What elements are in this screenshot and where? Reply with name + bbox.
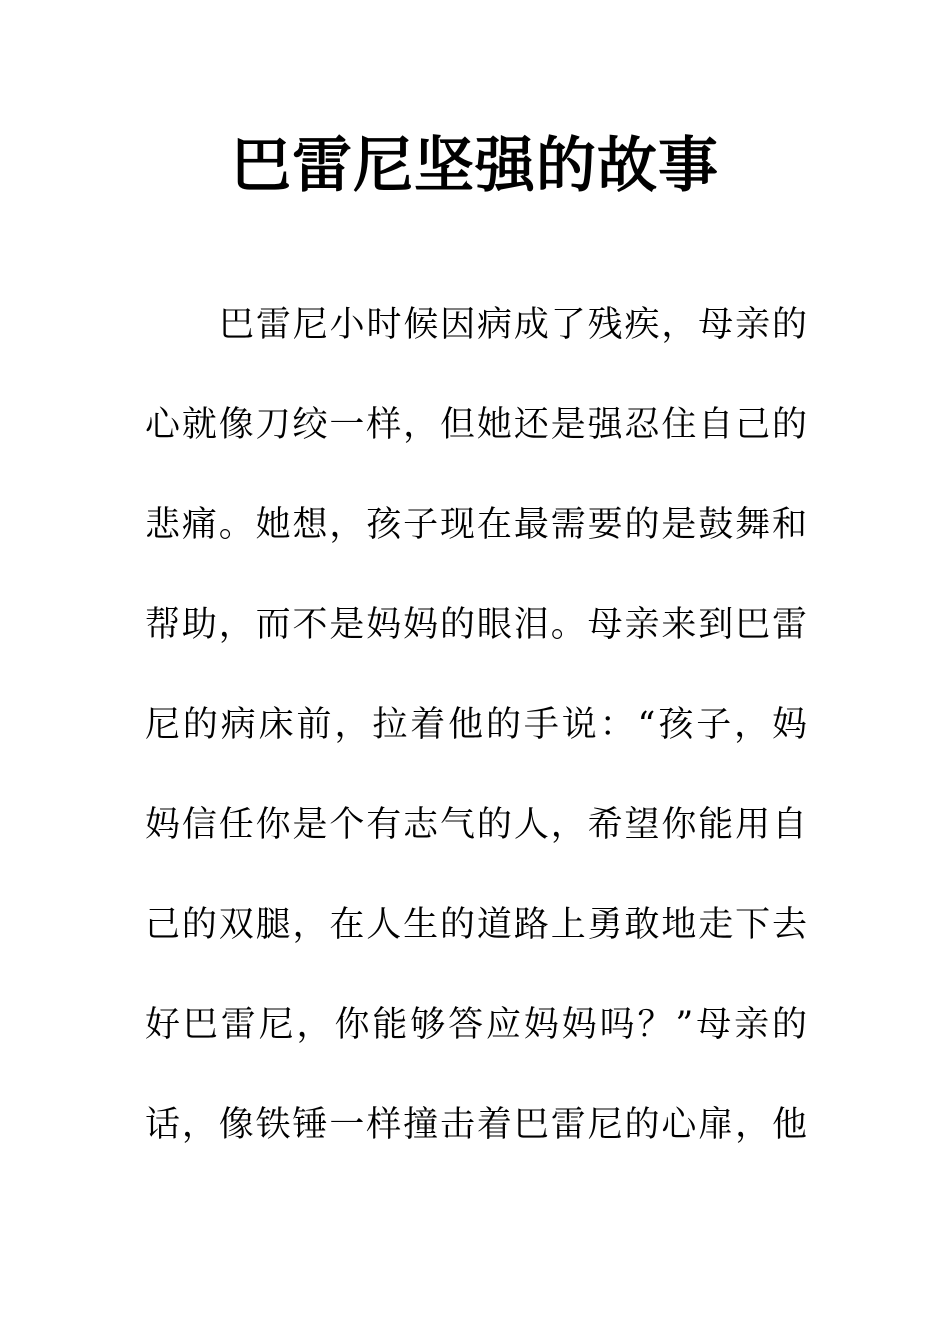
paragraph-line: 好巴雷尼，你能够答应妈妈吗？”母亲的 bbox=[145, 1005, 807, 1045]
paragraph-line: 心就像刀绞一样，但她还是强忍住自己的 bbox=[145, 405, 807, 445]
paragraph-line: 己的双腿，在人生的道路上勇敢地走下去 bbox=[145, 905, 807, 945]
paragraph-line: 尼的病床前，拉着他的手说：“孩子，妈 bbox=[145, 705, 807, 745]
paragraph-line: 话，像铁锤一样撞击着巴雷尼的心扉，他 bbox=[145, 1105, 807, 1145]
paragraph-line: 帮助，而不是妈妈的眼泪。母亲来到巴雷 bbox=[145, 605, 807, 645]
paragraph-line: 悲痛。她想，孩子现在最需要的是鼓舞和 bbox=[145, 505, 807, 545]
paragraph-line: 妈信任你是个有志气的人，希望你能用自 bbox=[145, 805, 807, 845]
document-title: 巴雷尼坚强的故事 bbox=[231, 131, 719, 201]
paragraph-line: 巴雷尼小时候因病成了残疾，母亲的 bbox=[219, 305, 807, 345]
